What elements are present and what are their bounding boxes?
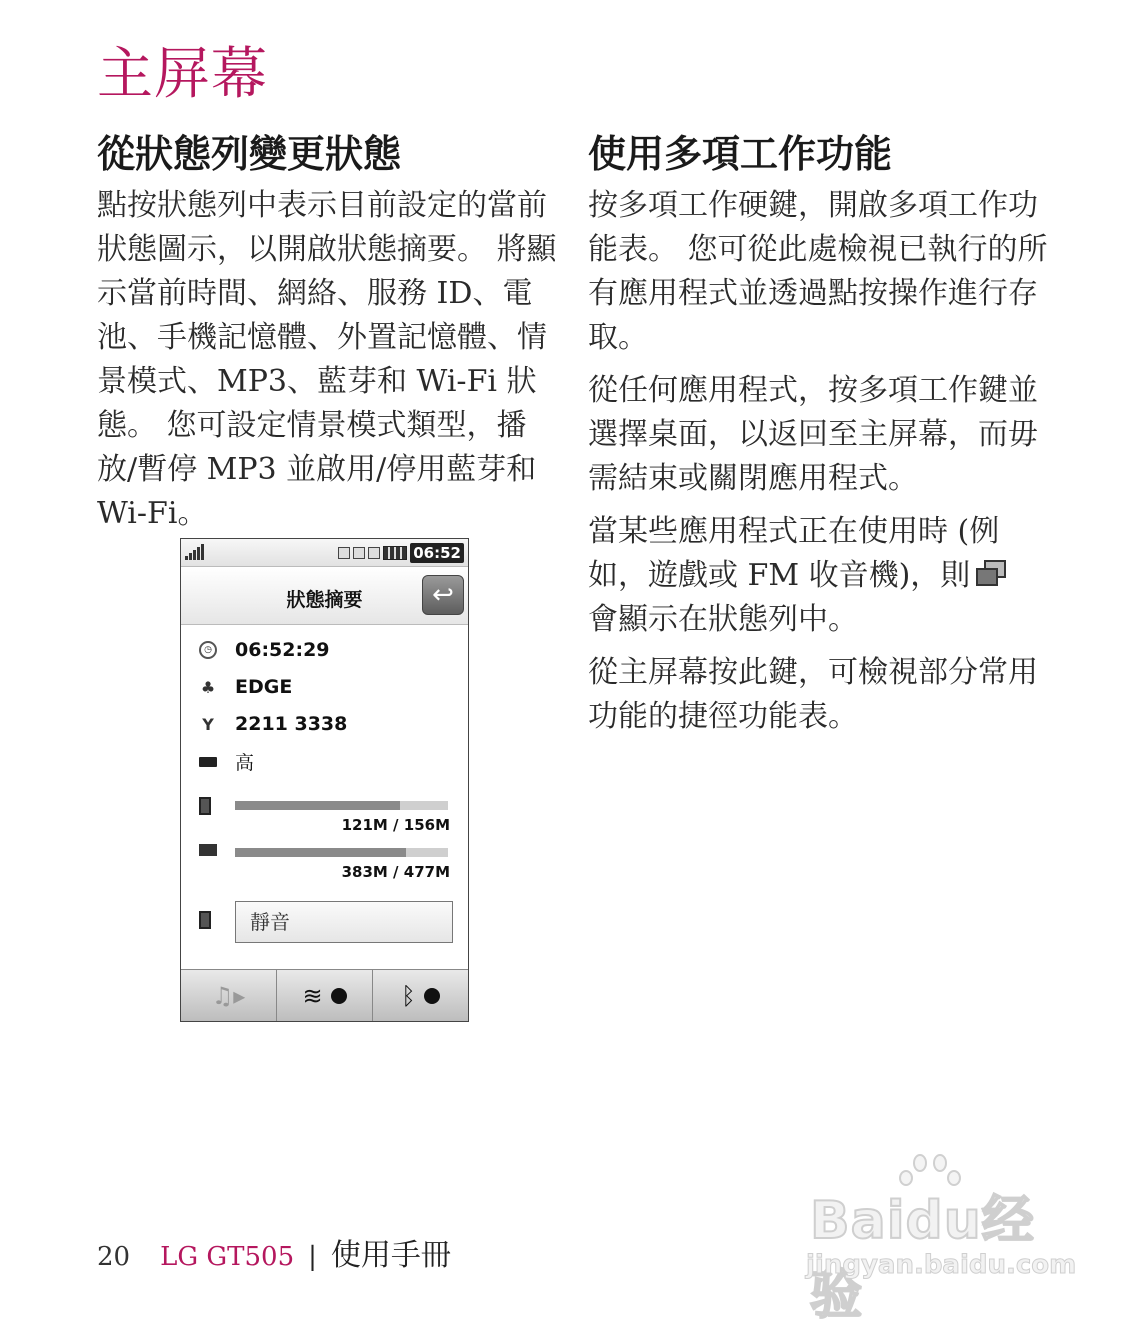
phone-memory-bar-fill	[235, 801, 400, 810]
current-time: 06:52:29	[235, 639, 330, 661]
phone-screenshot	[180, 538, 469, 1022]
external-memory-icon	[199, 844, 217, 856]
wifi-icon: ≋	[302, 981, 323, 1010]
network-type: EDGE	[235, 676, 293, 698]
battery-icon	[383, 546, 407, 560]
status-bar-heading: 從狀態列變更狀態	[97, 132, 402, 176]
music-play-icon: ♫▸	[211, 981, 246, 1010]
wifi-toggle[interactable]	[277, 970, 373, 1021]
external-memory-bar-fill	[235, 848, 406, 857]
service-id: 2211 3338	[235, 713, 348, 735]
multitask-paragraph-3	[588, 510, 1048, 642]
back-button[interactable]	[422, 575, 464, 615]
multitask-paragraph-4: 從主屏幕按此鍵，可檢視部分常用功能的捷徑功能表。	[588, 655, 1038, 734]
phone-status-bar[interactable]	[181, 539, 468, 567]
watermark-text: Baidu经验	[810, 1191, 1035, 1326]
clock-icon: ◷	[199, 641, 217, 659]
status-bar-paragraph: 點按狀態列中表示目前設定的當前狀態圖示，以開啟狀態摘要。 將顯示當前時間、網絡、服務 ID、電池、手機記憶體、外置記憶體、情景模式、MP3、藍芽和 Wi-Fi 狀態。 您可設定情景模式類型，播放/暫停 MP3 並啟用/停用藍芽和 Wi-Fi。	[97, 188, 557, 531]
message-icon	[338, 547, 350, 559]
bluetooth-icon: ᛒ	[401, 981, 416, 1010]
network-icon: ♣	[200, 677, 216, 697]
battery-row	[199, 748, 454, 775]
time-row	[199, 639, 454, 661]
multitask-paragraph-2: 從任何應用程式，按多項工作鍵並選擇桌面，以返回至主屏幕，而毋需結束或關閉應用程式。	[588, 373, 1038, 496]
external-memory-label: 383M / 477M	[341, 863, 450, 881]
multitask-paragraph-3-end: 會顯示在狀態列中。	[588, 602, 858, 637]
multitask-paragraph-3-start: 當某些應用程式正在使用時 (例如，遊戲或 FM 收音機)，則	[588, 514, 1000, 593]
battery-level: 高	[235, 752, 255, 774]
page-number: 20	[97, 1242, 131, 1272]
bluetooth-toggle[interactable]	[373, 970, 468, 1021]
profile-selector[interactable]: 靜音	[235, 901, 453, 943]
phone-header	[181, 567, 468, 625]
baidu-watermark	[800, 1150, 1077, 1326]
page-footer	[97, 1230, 451, 1274]
page-title: 主屏幕	[97, 42, 268, 107]
multitask-icon	[974, 559, 1008, 589]
phone-memory-icon	[199, 797, 211, 815]
multitask-paragraph-1: 按多項工作硬鍵，開啟多項工作功能表。 您可從此處檢視已執行的所有應用程式並透過點按操作進行存取。	[588, 188, 1048, 355]
edit-icon	[353, 547, 365, 559]
right-column	[588, 130, 1048, 748]
network-row	[199, 676, 454, 698]
mp3-toggle[interactable]	[181, 970, 277, 1021]
service-row	[199, 713, 454, 735]
back-arrow-icon: ↩	[432, 580, 454, 610]
left-column	[97, 130, 557, 536]
model-name: LG GT505	[160, 1242, 295, 1272]
antenna-icon: Y	[202, 714, 214, 734]
bluetooth-status-dot	[424, 988, 440, 1004]
phone-memory-bar	[235, 801, 448, 810]
watermark-url: jingyan.baidu.com	[806, 1250, 1077, 1280]
phone-memory-label: 121M / 156M	[341, 816, 450, 834]
footer-separator: |	[308, 1242, 317, 1272]
wifi-status-dot	[331, 988, 347, 1004]
status-time: 06:52	[410, 543, 464, 563]
multitask-heading: 使用多項工作功能	[588, 132, 893, 176]
status-icons	[338, 543, 464, 563]
signal-strength-icon	[185, 544, 204, 560]
phone-bottom-bar	[181, 969, 468, 1021]
manual-title: 使用手冊	[330, 1238, 451, 1273]
battery-level-icon	[199, 757, 217, 767]
external-memory-bar	[235, 848, 448, 857]
phone-screen-title: 狀態摘要	[286, 589, 363, 611]
memory-card-icon	[368, 547, 380, 559]
profile-icon	[199, 911, 211, 929]
